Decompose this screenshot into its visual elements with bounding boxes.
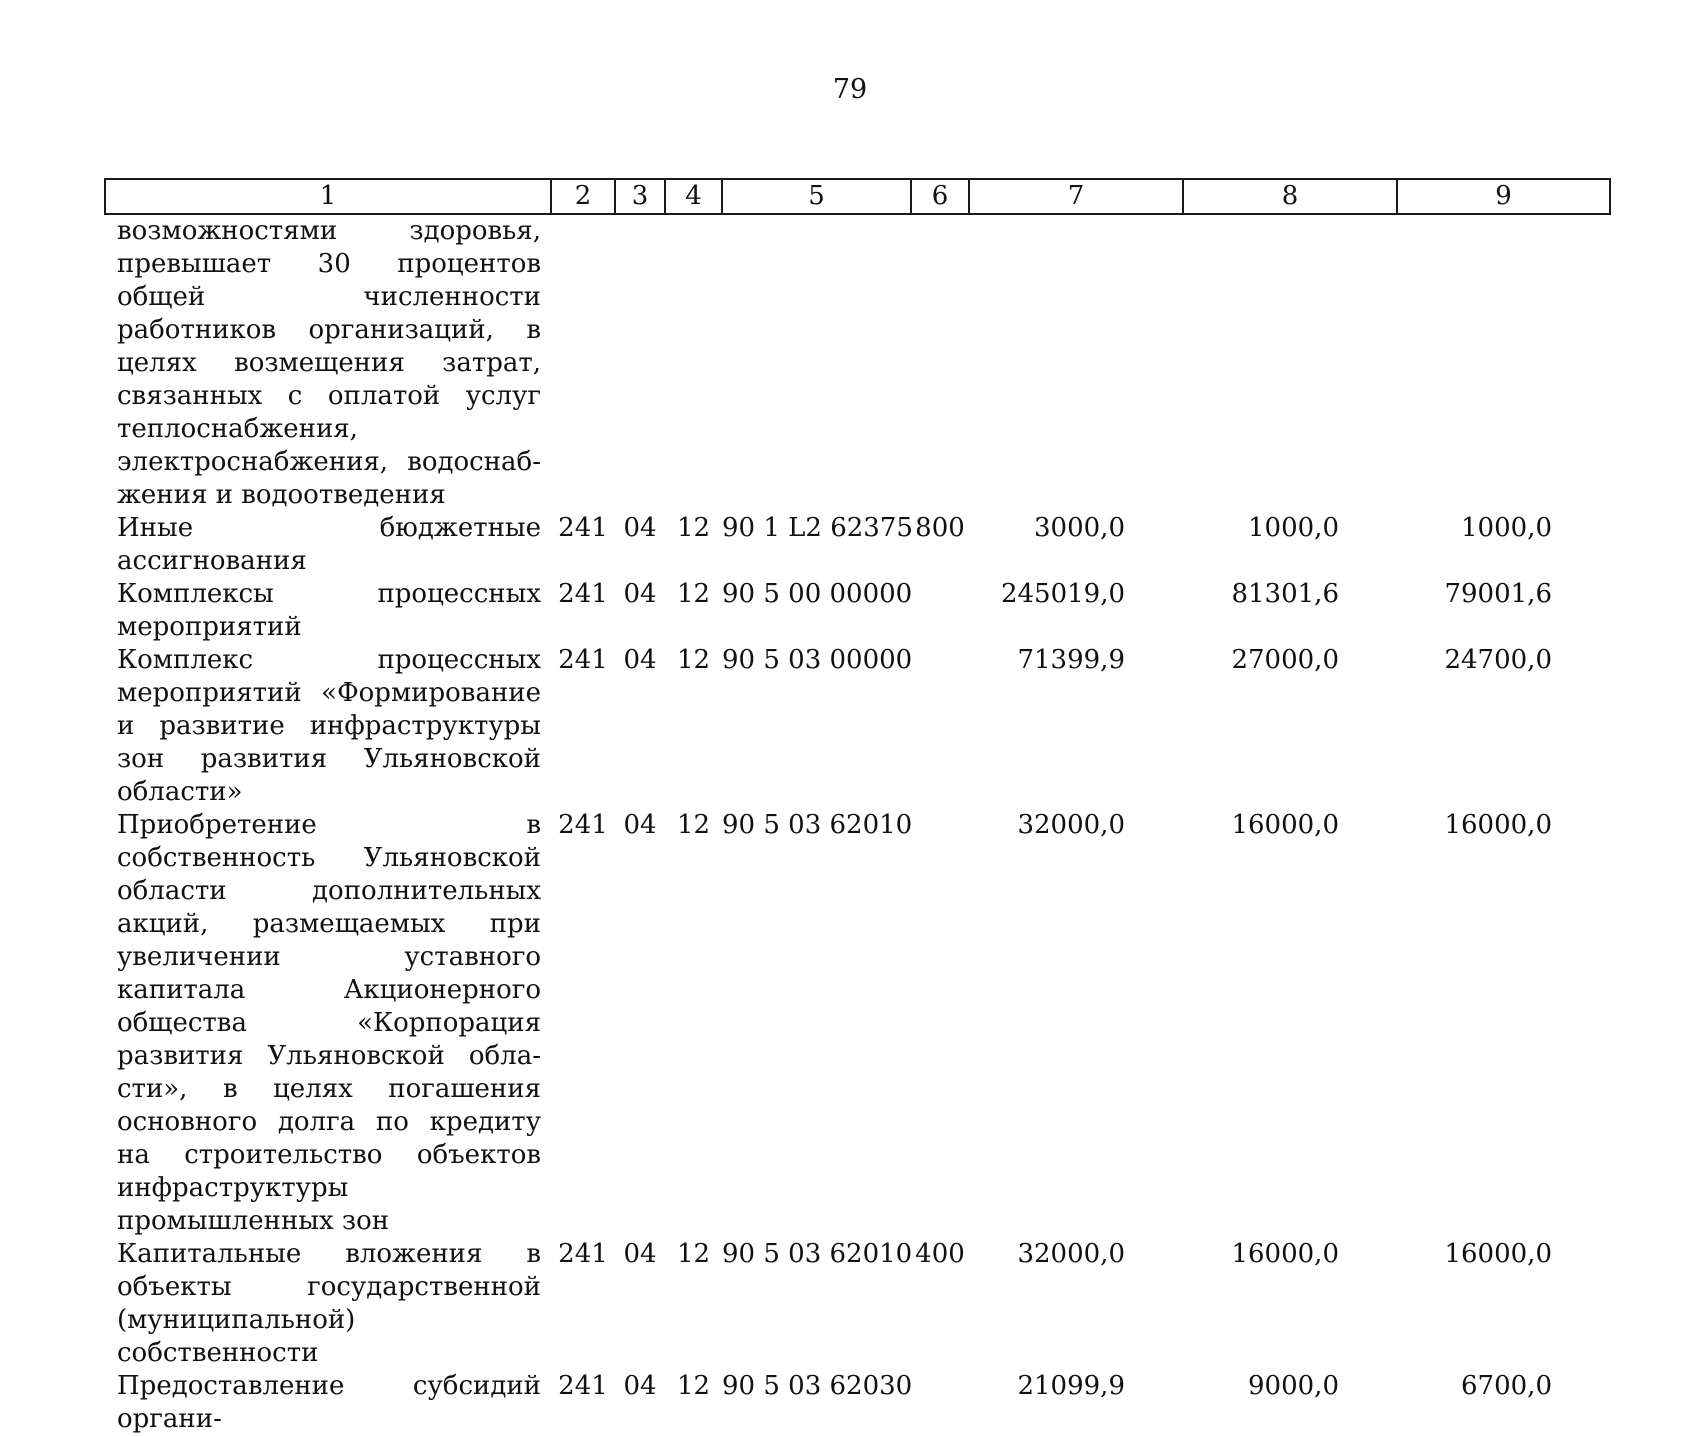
row-amount-8: 9000,0 — [1248, 1371, 1339, 1401]
row-name: возможностями здоровья, превышает 30 процентов общей численности работников организаций, в целях возмещения затрат, связанных с оплатой услуг теплоснабжения, электроснабжения, водоснабжения и водоотведения — [117, 216, 541, 510]
row-amount-9: 16000,0 — [1444, 1239, 1552, 1269]
row-code-5: 90 5 03 62010 — [722, 1239, 913, 1269]
row-code-6 — [911, 1370, 969, 1436]
row-amount-8 — [1183, 214, 1397, 512]
table-row — [105, 1370, 1610, 1436]
row-amount-8: 16000,0 — [1231, 1239, 1339, 1269]
table-row — [105, 578, 1610, 644]
row-code-4: 12 — [676, 1371, 711, 1401]
row-code-3: 04 — [623, 1371, 657, 1401]
row-code-6 — [911, 809, 969, 1238]
row-amount-7: 32000,0 — [1017, 1239, 1125, 1269]
row-amount-8: 81301,6 — [1231, 579, 1339, 609]
row-amount-8: 1000,0 — [1248, 513, 1339, 543]
table-row — [105, 1238, 1610, 1370]
column-header: 2 — [551, 179, 615, 214]
row-code-3: 04 — [623, 645, 657, 675]
row-name: Приобретение в собственность Ульяновской области дополнительных акций, размещаемых при увеличении уставного капитала Акционерного общества «Корпорация развития Ульяновской области», в целях погашения основного долга по кредиту на строительство объектов инфраструктуры промышленных зон — [117, 810, 541, 1236]
row-code-2 — [551, 214, 615, 512]
row-code-5: 90 5 00 00000 — [722, 579, 913, 609]
row-code-6: 400 — [915, 1239, 965, 1269]
column-header: 1 — [105, 179, 551, 214]
table-row — [105, 214, 1610, 512]
row-code-2: 241 — [558, 1371, 608, 1401]
table-row — [105, 512, 1610, 578]
table-row — [105, 644, 1610, 809]
row-code-2: 241 — [558, 1239, 608, 1269]
row-code-2: 241 — [558, 513, 608, 543]
table-header-row — [105, 179, 1610, 214]
page-number: 79 — [832, 74, 868, 105]
row-code-4: 12 — [676, 645, 711, 675]
row-code-5: 90 1 L2 62375 — [722, 513, 913, 543]
row-code-2: 241 — [558, 645, 608, 675]
row-name: Капитальные вложения в объекты государственной (муниципальной) собственности — [117, 1239, 541, 1368]
column-header: 9 — [1397, 179, 1610, 214]
column-header: 4 — [665, 179, 722, 214]
row-code-4: 12 — [676, 579, 711, 609]
row-code-3: 04 — [623, 1239, 657, 1269]
row-code-5: 90 5 03 62030 — [722, 1371, 913, 1401]
row-amount-7: 32000,0 — [1017, 810, 1125, 840]
row-code-5: 90 5 03 62010 — [722, 810, 913, 840]
row-amount-7: 245019,0 — [1000, 579, 1125, 609]
row-amount-9: 1000,0 — [1461, 513, 1552, 543]
table-row — [105, 809, 1610, 1238]
column-header: 7 — [969, 179, 1183, 214]
row-code-6 — [911, 214, 969, 512]
row-code-5 — [722, 214, 911, 512]
row-code-3: 04 — [623, 579, 657, 609]
row-code-6: 800 — [915, 513, 965, 543]
row-amount-7: 3000,0 — [1034, 513, 1125, 543]
row-code-6 — [911, 644, 969, 809]
row-code-2: 241 — [558, 810, 608, 840]
row-code-4: 12 — [676, 810, 711, 840]
row-code-6 — [911, 578, 969, 644]
row-code-3: 04 — [623, 810, 657, 840]
column-header: 5 — [722, 179, 911, 214]
row-amount-7 — [969, 214, 1183, 512]
row-code-3: 04 — [623, 513, 657, 543]
row-amount-9: 79001,6 — [1444, 579, 1552, 609]
row-amount-9 — [1397, 214, 1610, 512]
row-code-4 — [665, 214, 722, 512]
column-header: 8 — [1183, 179, 1397, 214]
row-code-3 — [615, 214, 665, 512]
row-code-5: 90 5 03 00000 — [722, 645, 913, 675]
row-amount-7: 71399,9 — [1017, 645, 1125, 675]
row-code-4: 12 — [676, 513, 711, 543]
column-header: 3 — [615, 179, 665, 214]
column-header: 6 — [911, 179, 969, 214]
row-amount-9: 24700,0 — [1444, 645, 1552, 675]
row-name: Комплекс процессных мероприятий «Формирование и развитие инфраструктуры зон развития Ульяновской области» — [117, 645, 541, 807]
row-code-4: 12 — [676, 1239, 711, 1269]
budget-table — [104, 178, 1611, 1436]
row-name: Иные бюджетные ассигнования — [117, 513, 541, 576]
row-amount-9: 6700,0 — [1461, 1371, 1552, 1401]
row-amount-7: 21099,9 — [1017, 1371, 1125, 1401]
row-amount-8: 27000,0 — [1231, 645, 1339, 675]
row-name: Комплексы процессных мероприятий — [117, 579, 541, 642]
row-amount-9: 16000,0 — [1444, 810, 1552, 840]
row-name: Предоставление субсидий органи- — [117, 1371, 541, 1434]
row-amount-8: 16000,0 — [1231, 810, 1339, 840]
row-code-2: 241 — [558, 579, 608, 609]
